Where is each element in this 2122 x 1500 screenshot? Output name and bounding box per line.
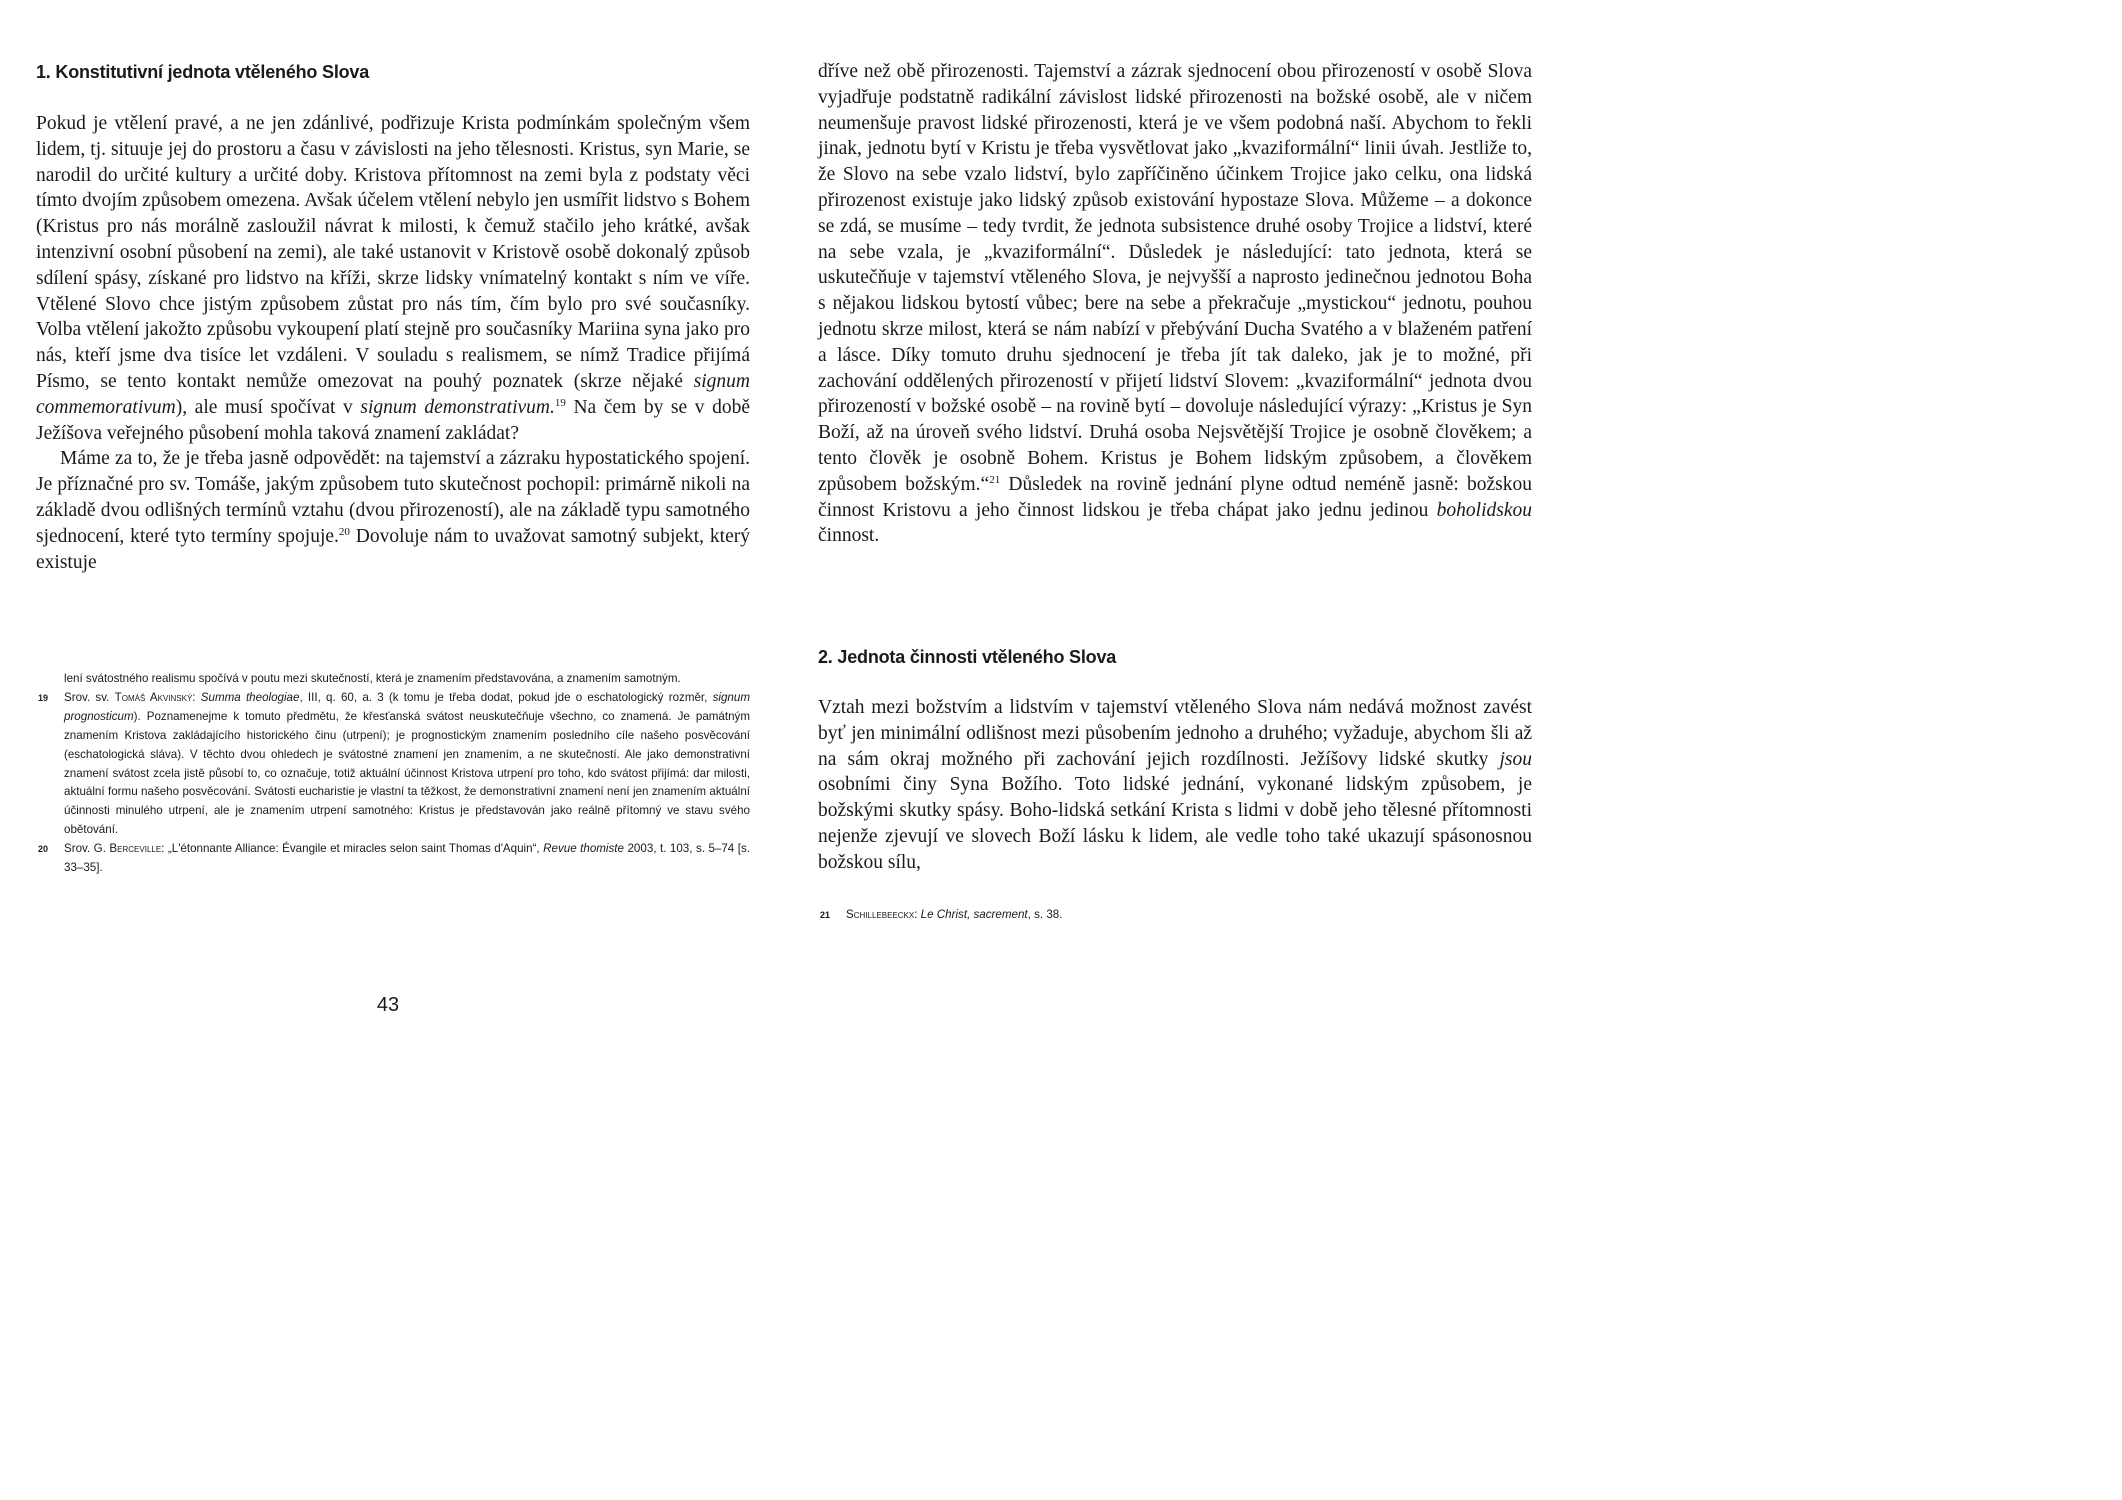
paragraph: Pokud je vtělení pravé, a ne jen zdánlivé, podřizuje Krista podmínkám společným všem lidem, tj. situuje jej do prostoru a času v závislosti na jeho tělesnosti. Kristus, syn Marie, se narodil do určité kultury a určité doby. Kristova přítomnost na zemi byla z podstaty věci tímto dvojím způsobem omezena. Avšak účelem vtělení nebylo jen usmířit lidstvo s Bohem (Kristus pro nás morálně zasloužil návrat k milosti, k čemuž stačilo jeho krátké, avšak intenzivní osobní působení na zemi), ale také ustanovit v Kristově osobě dokonalý způsob sdílení spásy, získané pro lidstvo na kříži, skrze lidsky vnímatelný kontakt s ním ve víře. Vtělené Slovo chce jistým způsobem zůstat pro nás tím, čím bylo pro své současníky. Volba vtělení jakožto způsobu vykoupení platí stejně pro současníky Mariina syna jako pro nás, kteří jsme dva tisíce let vzdáleni. V souladu s realismem, se nímž Tradice přijímá Písmo, se tento kontakt nemůže omezovat na pouhý poznatek (skrze nějaké signum commemorativum), ale musí spočívat v signum demonstrativum.$^{19}$ Na čem by se v době Ježíšova veřejného působení mohla taková znamení zakládat? (36, 113, 750, 444)
paragraph: Máme za to, že je třeba jasně odpovědět: na tajemství a zázraku hypostatického spojení. Je příznačné pro sv. Tomáše, jakým způsobem tuto skutečnost pochopil: primárně nikoli na základě dvou odlišných termínů vztahu (dvou přirozeností), ale na základě typu samotného sjednocení, které tyto termíny spojuje.$^{20}$ Dovoluje nám to uvažovat samotný subjekt, který existuje (36, 448, 750, 573)
footnote-ref[interactable]: 19 (554, 396, 566, 409)
left-page (0, 0, 776, 1097)
footnote-19: 19 Srov. sv. Tomáš Akvinský: Summa theologiae, III, q. 60, a. 3 (k tomu je třeba dodat, pokud jde o eschatologický rozměr, signum prognosticum). Poznamenejme k tomuto předmětu, že křesťanská svátost neuskutečňuje všechno, co znamená. Je památným znamením Kristova zakládajícího historického činu (utrpení); je prognostickým znamením posledního cíle našeho posvěcování (eschatologická sláva). V těchto dvou ohledech je svátostné znamení jen znamením, a ne skutečností. Ale jako demonstrativní znamení svátost zcela jistě působí to, co označuje, totiž aktuální účinnost Kristova utrpení pro toho, kdo svátost přijímá: dar milosti, aktuální formu našeho posvěcování. Svátosti eucharistie je vlastní ta těžkost, že demonstrativní znamení není jen znamením aktuální účinnosti minulého utrpení, ale je znamením utrpení samotného: Kristus je představován jako reálně přítomný ve stavu svého obětování. (38, 690, 750, 837)
right-body-text-2 (818, 695, 1532, 876)
footnote-20: 20 Srov. G. Berceville: „L'étonnante Alliance: Évangile et miracles selon saint Thomas d'Aquin“, Revue thomiste 2003, t. 103, s. 5–74 [s. 33–35]. (38, 842, 750, 875)
footnote-ref[interactable]: 20 (338, 525, 350, 538)
footnote-continuation: lení svátostného realismu spočívá v poutu mezi skutečností, která je znamením představována, a znamením samotným. (64, 672, 681, 685)
footnote-number: 20 (38, 844, 49, 855)
right-page (776, 0, 1552, 1097)
footnote-ref[interactable]: 21 (989, 473, 1001, 486)
footnote-number: 21 (820, 910, 831, 920)
footnote-21: 21 Schillebeeckx: Le Christ, sacrement, s. 38. (820, 906, 1532, 925)
page-number: 43 (376, 994, 400, 1016)
footnote-number: 19 (38, 692, 49, 703)
section-heading-2: 2. Jednota činnosti vtěleného Slova (818, 647, 1117, 667)
right-footnotes (820, 906, 1532, 925)
left-footnotes (38, 670, 750, 878)
left-body-text (36, 111, 750, 575)
paragraph: dříve než obě přirozenosti. Tajemství a zázrak sjednocení obou přirozeností v osobě Slova vyjadřuje podstatně radikální závislost lidské přirozenosti na božské osobě, ale v ničem neumenšuje pravost lidské přirozenosti, která je ve všem podobná naší. Abychom to řekli jinak, jednotu bytí v Kristu je třeba vysvětlovat jako „kvaziformální“ linii úvah. Jestliže to, že Slovo na sebe vzalo lidství, bylo zapříčiněno účinkem Trojice jako celku, ona lidská přirozenost existuje jako lidský způsob existování hypostaze Slova. Můžeme – a dokonce se zdá, se musíme – tedy tvrdit, že jednota subsistence druhé osoby Trojice a lidství, které na sebe vzala, je „kvaziformální“. Důsledek je následující: tato jednota, která se uskutečňuje v tajemství vtěleného Slova, je nejvyšší a naprosto jedinečnou jednotou Boha s nějakou lidskou bytostí vůbec; bere na sebe a překračuje „mystickou“ jednotu, pouhou jednotu skrze milost, která se nám nabízí v přebývání Ducha Svatého a v blaženém patření a lásce. Díky tomuto druhu sjednocení je třeba jít tak daleko, jak je to možné, při zachování oddělených přirozeností v přijetí lidství Slovem: „kvaziformální“ jednota dvou přirozeností v božské osobě – na rovině bytí – dovoluje následující výrazy: „Kristus je Syn Boží, až na úroveň svého lidství. Druhá osoba Nejsvětější Trojice je osobně člověkem; a tento člověk je osobně Bohem. Kristus je Bohem lidským způsobem, a člověkem způsobem božským.“$^{21}$ Důsledek na rovině jednání plyne odtud neméně jasně: božskou činnost Kristovu a jeho činnost lidskou je třeba chápat jako jednu jedinou boholidskou činnost. (818, 61, 1532, 547)
paragraph: Vztah mezi božstvím a lidstvím v tajemství vtěleného Slova nám nedává možnost zavést byť jen minimální odlišnost mezi působením jednoho a druhého; vyžaduje, abychom šli až na sám okraj možného při zachování jejich rozdílnosti. Ježíšovy lidské skutky jsou osobními činy Syna Božího. Toto lidské jednání, vykonané lidským způsobem, je božskými skutky spásy. Boho-lidská setkání Krista s lidmi v době jeho tělesné přítomnosti nejenže zjevují ve slovech Boží lásku k lidem, ale vedle toho také ukazují spásonosnou božskou sílu, (818, 697, 1532, 873)
section-heading-1: 1. Konstitutivní jednota vtěleného Slova (36, 62, 370, 82)
right-body-text-1 (818, 59, 1532, 549)
